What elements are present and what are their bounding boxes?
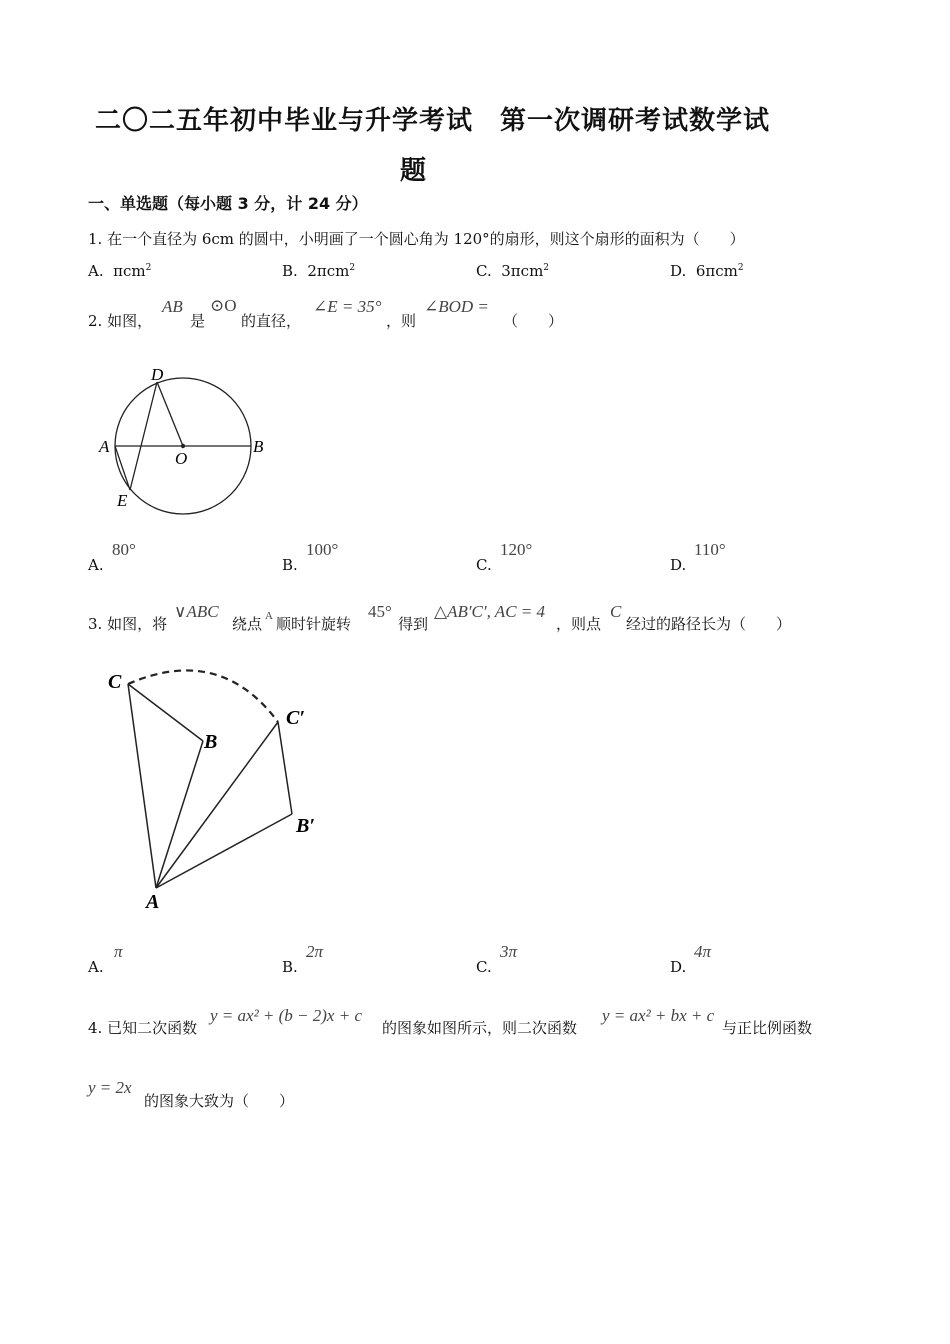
exam-title-line1: 二〇二五年初中毕业与升学考试 第一次调研考试数学试 [95,106,771,136]
exam-title-line2: 题 [400,156,428,186]
question-3-text: 3. 如图，将 ∨ABC 绕点 A 顺时针旋转 45° 得到 △AB′C′, AC = 4 ，则点 C 经过的路径长为（ ） [88,602,792,633]
question-1-text: 1. 在一个直径为 6cm 的圆中，小明画了一个圆心角为 120°的扇形，则这个扇形的面积为（ ） [88,230,745,248]
q2-options: A. 80° B. 100° C. 120° D. 110° [88,540,726,574]
q3-rotation-figure [100,662,340,912]
label-c: C [108,671,122,693]
q1-option-c: C. 3πcm$^2$ [476,262,550,280]
section-heading: 一、单选题（每小题 3 分，计 24 分） [88,194,368,213]
label-b: B [204,731,218,753]
label-o: O [175,449,188,468]
q1-option-b: B. 2πcm$^2$ [282,262,356,280]
label-c-prime: C′ [286,707,305,729]
center-dot [181,444,185,448]
label-b: B [253,437,264,456]
label-a: A [99,437,110,456]
segment-cb [128,684,203,741]
question-4-line1: 4. 已知二次函数 y = ax² + (b − 2)x + c 的图象如图所示，则二次函数 y = ax² + bx + c 与正比例函数 [88,1006,813,1037]
segment-ae [115,446,130,490]
question-4-line2: y = 2x 的图象大致为（ ） [88,1078,295,1110]
q3-options: A. π B. 2π C. 3π D. 4π [88,942,712,976]
label-a: A [146,891,160,912]
question-2-text: 2. 如图， AB 是 ⊙O 的直径， ∠E = 35° ，则 ∠BOD = （ ） [88,296,564,330]
segment-ac [128,684,156,888]
arc-c-to-c-prime [128,670,278,722]
q2-circle-figure [95,360,285,520]
label-e: E [117,491,128,510]
q1-option-d: D. 6πcm$^2$ [670,262,744,280]
label-d: D [151,365,164,384]
segment-do [157,382,183,446]
label-b-prime: B′ [296,815,315,837]
q1-option-a: A. πcm$^2$ [88,262,152,280]
segment-c-prime-b-prime [278,722,292,814]
